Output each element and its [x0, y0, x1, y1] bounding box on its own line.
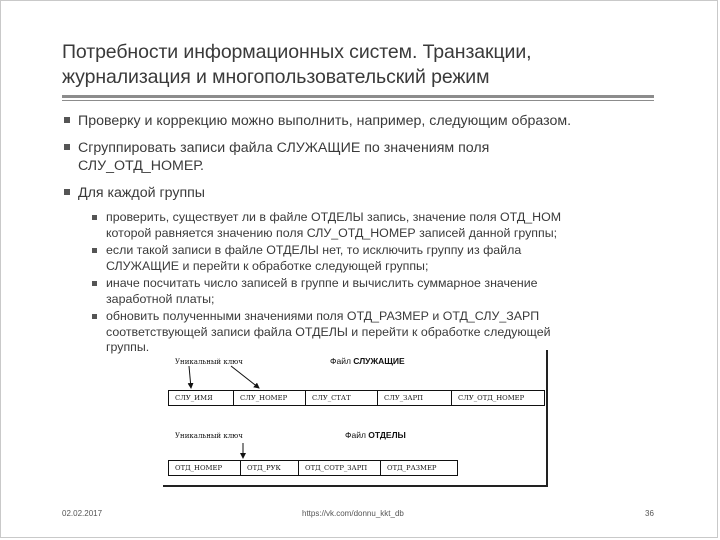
file-name-employees: СЛУЖАЩИЕ	[353, 356, 405, 366]
subbullet-text: проверить, существует ли в файле ОТДЕЛЫ запись, значение поля ОТД_НОМ которой равняется значению поля СЛУ_ОТД_НОМЕР записей данной группы;	[106, 210, 562, 240]
bullet-text: Проверку и коррекцию можно выполнить, например, следующим образом.	[78, 113, 572, 129]
subbullet-text: иначе посчитать число записей в группе и вычислить суммарное значение заработной платы;	[106, 276, 538, 306]
file-label-departments	[345, 430, 406, 440]
square-bullet-icon	[92, 281, 97, 286]
employees-record	[168, 390, 545, 406]
square-bullet-icon	[92, 314, 97, 319]
field-cell: ОТД_НОМЕР	[169, 461, 241, 475]
sub-bullet-list	[92, 210, 652, 358]
field-cell: ОТД_РУК	[241, 461, 299, 475]
field-cell: СЛУ_ЗАРП	[378, 391, 452, 405]
field-cell: СЛУ_НОМЕР	[234, 391, 306, 405]
field-cell: СЛУ_ОТД_НОМЕР	[458, 394, 525, 402]
bullet-item	[64, 139, 664, 175]
page-number: 36	[645, 509, 654, 518]
square-bullet-icon	[92, 215, 97, 220]
bullet-item	[64, 184, 664, 202]
file-label-prefix: Файл	[345, 430, 369, 440]
bullet-item	[64, 112, 664, 130]
subbullet-text: обновить полученными значениями поля ОТД_РАЗМЕР и ОТД_СЛУ_ЗАРП соответствующей записи файла ОТДЕЛЫ и перейти к обработке следующей группы.	[106, 309, 551, 354]
title-divider-thin	[62, 100, 654, 101]
key-arrow-right	[231, 366, 259, 388]
unique-key-label: Уникальный ключ	[175, 432, 243, 440]
field-cell: ОТД_РАЗМЕР	[387, 464, 437, 472]
field-cell: ОТД_СОТР_ЗАРП	[299, 461, 381, 475]
subbullet-item	[92, 243, 652, 274]
title-divider-thick	[62, 95, 654, 98]
departments-record	[168, 460, 458, 476]
file-structure-diagram	[163, 350, 548, 487]
file-name-departments: ОТДЕЛЫ	[368, 430, 406, 440]
square-bullet-icon	[64, 117, 70, 123]
key-arrow-left	[189, 366, 191, 388]
bullet-text: Сгруппировать записи файла СЛУЖАЩИЕ по значениям поля СЛУ_ОТД_НОМЕР.	[78, 140, 490, 174]
subbullet-item	[92, 309, 652, 356]
square-bullet-icon	[64, 189, 70, 195]
slide-title: Потребности информационных систем. Транзакции, журнализация и многопользовательский режим	[62, 41, 532, 88]
square-bullet-icon	[92, 248, 97, 253]
subbullet-text: если такой записи в файле ОТДЕЛЫ нет, то исключить группу из файла СЛУЖАЩИЕ и перейти к обработке следующей группы;	[106, 243, 522, 273]
field-cell: СЛУ_ИМЯ	[169, 391, 234, 405]
main-bullet-list	[64, 112, 664, 211]
unique-key-label: Уникальный ключ	[175, 358, 243, 366]
subbullet-item	[92, 210, 652, 241]
bullet-text: Для каждой группы	[78, 185, 206, 201]
square-bullet-icon	[64, 144, 70, 150]
subbullet-item	[92, 276, 652, 307]
footer-date: 02.02.2017	[62, 509, 103, 518]
footer-url[interactable]: https://vk.com/donnu_kkt_db	[302, 509, 404, 518]
field-cell: СЛУ_СТАТ	[306, 391, 378, 405]
file-label-prefix: Файл	[330, 356, 354, 366]
